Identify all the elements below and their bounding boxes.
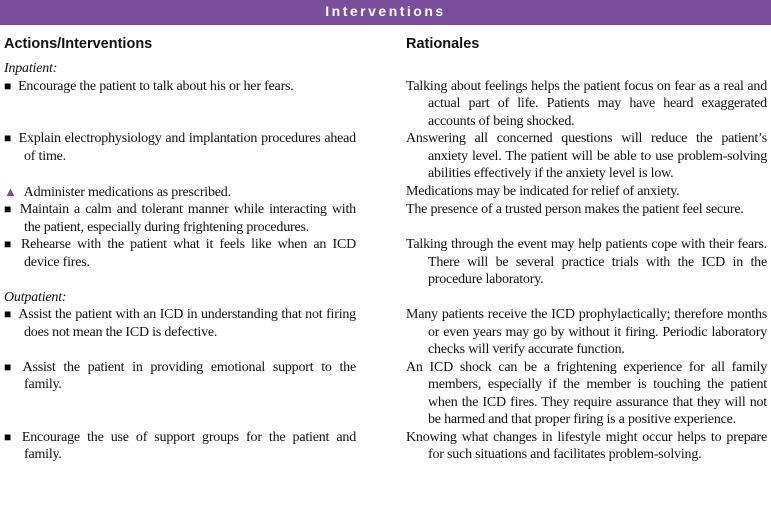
rationale-cell: Medications may be indicated for relief of anxiety. xyxy=(406,183,680,199)
intervention-row xyxy=(0,78,771,131)
square-bullet-icon: ■ xyxy=(4,307,12,321)
rationale-cell: An ICD shock can be a frightening experience for all family members, especially if the member is touching the patient when the ICD fires. They require assurance that they will not be harmed and that proper firing is a positive experience. xyxy=(406,359,767,427)
intervention-row xyxy=(0,130,771,183)
table-title-bar xyxy=(0,0,771,25)
column-header-actions: Actions/Interventions xyxy=(4,35,153,52)
rationale-cell: The presence of a trusted person makes the patient feel secure. xyxy=(406,202,744,217)
action-text: Rehearse with the patient what it feels like when an ICD device fires. xyxy=(21,237,356,270)
intervention-row xyxy=(0,236,771,289)
action-text: Maintain a calm and tolerant manner while interacting with the patient, especially during frightening procedures. xyxy=(19,202,356,235)
section-heading: Outpatient: xyxy=(4,289,67,305)
action-cell xyxy=(4,306,356,341)
rationale-cell: Talking through the event may help patients cope with their fears. There will be several practice trials with the ICD in the procedure laboratory. xyxy=(406,237,767,287)
action-text: Assist the patient in providing emotional support to the family. xyxy=(22,359,356,392)
action-cell xyxy=(4,183,356,202)
section-heading: Inpatient: xyxy=(4,61,58,76)
action-cell xyxy=(4,359,356,394)
column-header-rationales: Rationales xyxy=(406,35,480,52)
triangle-bullet-icon: ▲ xyxy=(4,183,17,199)
square-bullet-icon: ■ xyxy=(4,359,16,374)
action-text: Assist the patient with an ICD in understanding that not firing does not mean the ICD is defective. xyxy=(18,307,356,340)
intervention-row xyxy=(0,359,771,429)
column-headers xyxy=(0,25,771,61)
square-bullet-icon: ■ xyxy=(4,202,13,216)
action-text: Encourage the use of support groups for the patient and family. xyxy=(21,429,356,462)
action-cell xyxy=(4,78,356,96)
action-text: Explain electrophysiology and implantation procedures ahead of time. xyxy=(18,131,356,164)
square-bullet-icon: ■ xyxy=(4,131,12,145)
rationale-cell: Knowing what changes in lifestyle might occur helps to prepare for such situations and facilitates problem-solving. xyxy=(406,429,767,462)
action-cell xyxy=(4,429,356,464)
intervention-row xyxy=(0,429,771,464)
rationale-cell: Answering all concerned questions will reduce the patient’s anxiety level. The patient will be able to use problem-solving abilities effectively if the anxiety level is low. xyxy=(406,131,767,181)
table-title: Interventions xyxy=(325,3,446,19)
square-bullet-icon: ■ xyxy=(4,237,15,251)
rationale-cell: Talking about feelings helps the patient focus on fear as a real and actual part of life. Patients may have heard exaggerated accounts of being shocked. xyxy=(406,78,767,129)
square-bullet-icon: ■ xyxy=(4,429,15,444)
action-cell xyxy=(4,236,356,271)
interventions-body xyxy=(0,60,771,464)
intervention-row xyxy=(0,306,771,359)
intervention-row xyxy=(0,201,771,236)
rationale-cell: Many patients receive the ICD prophylactically; therefore months or even years may go by without it firing. Periodic laboratory checks will verify accurate function. xyxy=(406,307,767,357)
square-bullet-icon: ■ xyxy=(4,78,12,93)
action-text: Encourage the patient to talk about his or her fears. xyxy=(18,78,294,94)
action-cell xyxy=(4,201,356,236)
action-cell xyxy=(4,130,356,165)
action-text: Administer medications as prescribed. xyxy=(23,184,231,200)
intervention-row xyxy=(0,183,771,202)
